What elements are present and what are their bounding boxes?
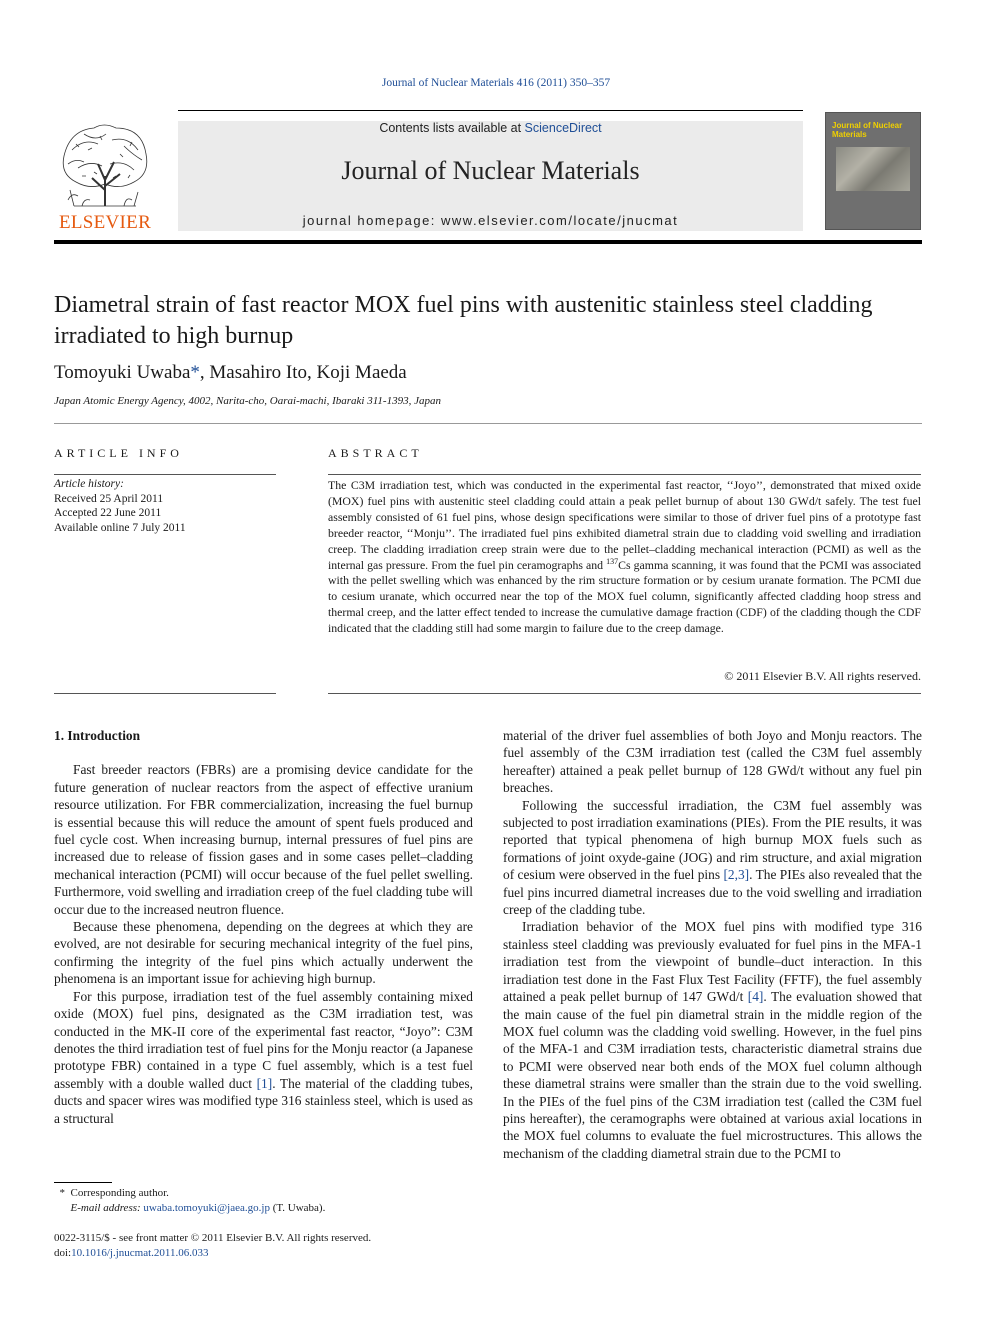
article-info-heading: ARTICLE INFO: [54, 446, 183, 460]
journal-cover-thumbnail[interactable]: [825, 112, 921, 230]
corresponding-author-marker[interactable]: *: [190, 362, 200, 383]
article-info-rule: [54, 474, 276, 475]
right-p3-part-a: Irradiation behavior of the MOX fuel pins with modified type 316 stainless steel cladding was previously evaluated for fuel pins in the MFA-1 irradiation test from the viewpoint of bundle–duct interaction. In this irradiation test done in the Fast Flux Test Facility (FFTF), the fuel assembly attained a peak pellet burnup of 147 GWd/t: [503, 919, 922, 1005]
corresponding-author-footnote: [54, 1186, 325, 1216]
author-email-link[interactable]: uwaba.tomoyuki@jaea.go.jp: [143, 1202, 270, 1214]
contents-availability: [178, 121, 803, 135]
journal-name: Journal of Nuclear Materials: [341, 156, 640, 185]
accepted-date: Accepted 22 June 2011: [54, 507, 162, 520]
sciencedirect-link[interactable]: ScienceDirect: [524, 121, 602, 135]
body-left-column: [54, 727, 473, 1127]
right-paragraph-3: [503, 918, 922, 1162]
corresponding-label: Corresponding author.: [70, 1187, 169, 1199]
author-uwaba: Tomoyuki Uwaba: [54, 362, 191, 383]
article-title: Diametral strain of fast reactor MOX fuel pins with austenitic stainless steel cladding irradiated to high burnup: [54, 292, 873, 349]
other-authors: , Masahiro Ito, Koji Maeda: [199, 362, 407, 383]
cover-title: Journal of Nuclear Materials: [832, 121, 903, 139]
right-p2-part-b: . The PIEs also revealed that the fuel pins incurred diametral increases due to the void swelling and irradiation creep of the cladding tube.: [503, 867, 922, 918]
intro-p3-part-a: For this purpose, irradiation test of the fuel assembly containing mixed oxide (MOX) fuel pins, designated as the C3M irradiation test, was conducted in the MK-II core of the experimental fast reactor, “Joyo”: C3M denotes the third irradiation test of fuel pins for the Monju reactor (a Japanese prototype FBR) contained in a type C fuel assembly, which is a test fuel assembly with a double walled duct: [54, 988, 473, 1091]
author-affiliation: Japan Atomic Energy Agency, 4002, Narita-cho, Oarai-machi, Ibaraki 311-1393, Japan: [54, 395, 441, 407]
body-right-column: [503, 727, 922, 1162]
isotope-superscript: 137: [606, 556, 619, 566]
header-bottom-rule: [54, 240, 922, 244]
abstract-text: [328, 478, 921, 637]
email-label: E-mail address:: [70, 1202, 141, 1214]
intro-paragraph-3: [54, 988, 473, 1127]
right-paragraph-1: material of the driver fuel assemblies of both Joyo and Monju reactors. The fuel assembly of the C3M irradiation test (called the C3M fuel assembly hereafter) attained a peak pellet burnup of 128 GWd/t without any fuel pin breaches.: [503, 728, 922, 796]
article-info-bottom-rule: [54, 693, 276, 694]
contents-prefix: Contents lists available at: [379, 121, 525, 135]
doi-label: doi:: [54, 1246, 72, 1259]
journal-homepage[interactable]: journal homepage: www.elsevier.com/locate/jnucmat: [302, 213, 679, 228]
footnote-rule: [54, 1182, 112, 1183]
right-p3-part-b: . The evaluation showed that the main cause of the fuel pin diametral strain in the middle region of the MOX fuel column was the cladding void swelling. However, in the fuel pins of the MFA-1 and C3M irradiation tests, characteristic diametral strains due to PCMI were observed near both ends of the MOX fuel column although these diametral strains were smaller than the strain due to the void swelling. In the PIEs of the fuel pins of the C3M irradiation test (called the C3M fuel pins hereafter), the ceramographs were obtained at various axial locations in the MOX fuel columns to evaluate the fuel microstructures. This allows the mechanism of the cladding diametral strain due to the PCMI to: [503, 989, 922, 1161]
abstract-bottom-rule: [328, 693, 921, 694]
intro-p3-part-b: . The material of the cladding tubes, ducts and spacer wires was modified type 316 stainless steel, which is used as a structural: [54, 1075, 473, 1126]
header-top-rule: [178, 110, 803, 111]
ref-4-link[interactable]: [4]: [747, 989, 764, 1005]
author-list: [54, 362, 407, 384]
issn-line: 0022-3115/$ - see front matter © 2011 Elsevier B.V. All rights reserved.: [54, 1232, 372, 1244]
journal-citation[interactable]: Journal of Nuclear Materials 416 (2011) 350–357: [381, 77, 611, 89]
page-footer: [54, 1231, 371, 1260]
abstract-rule: [328, 474, 921, 475]
footnote-marker: *: [59, 1187, 65, 1199]
received-date: Received 25 April 2011: [54, 492, 164, 505]
cover-image: [836, 147, 910, 191]
elsevier-wordmark: ELSEVIER: [58, 212, 152, 233]
right-p2-part-a: Following the successful irradiation, the C3M fuel assembly was subjected to post irradiation examinations (PIEs). From the PIE results, it was reported that typical phenomena of high burnup MOX fuels such as formations of joint oxyde-gaine (JOG) and rim structure, and axial migration of cesium were observed in the fuel pins: [503, 797, 922, 883]
affiliation-rule: [54, 423, 922, 424]
abstract-copyright: © 2011 Elsevier B.V. All rights reserved.: [724, 669, 921, 683]
abstract-part-2: Cs gamma scanning, it was found that the PCMI was associated with the pellet swelling which was enhanced by the rim structure formation or by cesium uranate formation. The PCMI due to cesium uranate, which occurred near the top of the MOX fuel column, significantly affected cladding hoop stress and thermal creep, and the latter effect tended to increase the cumulative damage fraction (CDF) of the cladding though the CDF indicated that the cladding still had some margin to failure due to the creep damage.: [328, 557, 921, 636]
abstract-part-1: The C3M irradiation test, which was conducted in the experimental fast reactor, ‘‘Joyo’’, demonstrated that mixed oxide (MOX) fuel pins with austenitic steel cladding could attain a peak pellet burnup of about 130 GWd/t safely. The test fuel assembly consisted of 61 fuel pins, whose design specifications were similar to those of driver fuel pins of a prototype fast breeder reactor, ‘‘Monju’’. The irradiated fuel pins exhibited diametral strain due to cladding void swelling and irradiation creep. The cladding irradiation creep strain were due to the pellet–cladding mechanical interaction (PCMI) as well as the internal gas pressure. From the fuel pin ceramographs and: [328, 478, 921, 572]
ref-2-3-link[interactable]: [2,3]: [723, 867, 750, 883]
doi-link[interactable]: 10.1016/j.jnucmat.2011.06.033: [71, 1246, 209, 1259]
online-date: Available online 7 July 2011: [54, 521, 186, 534]
footnote-line-2: [54, 1201, 325, 1216]
history-label: Article history:: [54, 478, 124, 490]
ref-1-link[interactable]: [1]: [256, 1075, 273, 1091]
abstract-heading: ABSTRACT: [328, 446, 423, 460]
right-paragraph-2: [503, 797, 922, 919]
doi-line: [54, 1246, 371, 1261]
intro-paragraph-1: Fast breeder reactors (FBRs) are a promising device candidate for the future generation of nuclear reactors from the aspect of effective uranium resource utilization. For FBR commercialization, increasing the fuel burnup is essential because this will reduce the amount of spent fuels produced and fuel cycle cost. When increasing burnup, internal pressures of fuel pins are increased due to release of fission gases and in some cases pellet–cladding mechanical interaction (PCMI) will occur because of the fuel pellet swelling. Furthermore, void swelling and irradiation creep of the fuel cladding tube will occur due to the increased neutron fluence.: [54, 762, 473, 917]
section-introduction-heading: 1. Introduction: [54, 728, 141, 743]
footnote-line-1: [54, 1186, 325, 1201]
email-owner: (T. Uwaba).: [272, 1202, 326, 1214]
intro-paragraph-2: Because these phenomena, depending on the degrees at which they are evolved, are not desirable for securing mechanical integrity of the fuel pins, confirming the integrity of the fuel pins which actually underwent the phenomena is an important issue for achieving high burnup.: [54, 919, 473, 987]
article-history: [54, 477, 186, 535]
